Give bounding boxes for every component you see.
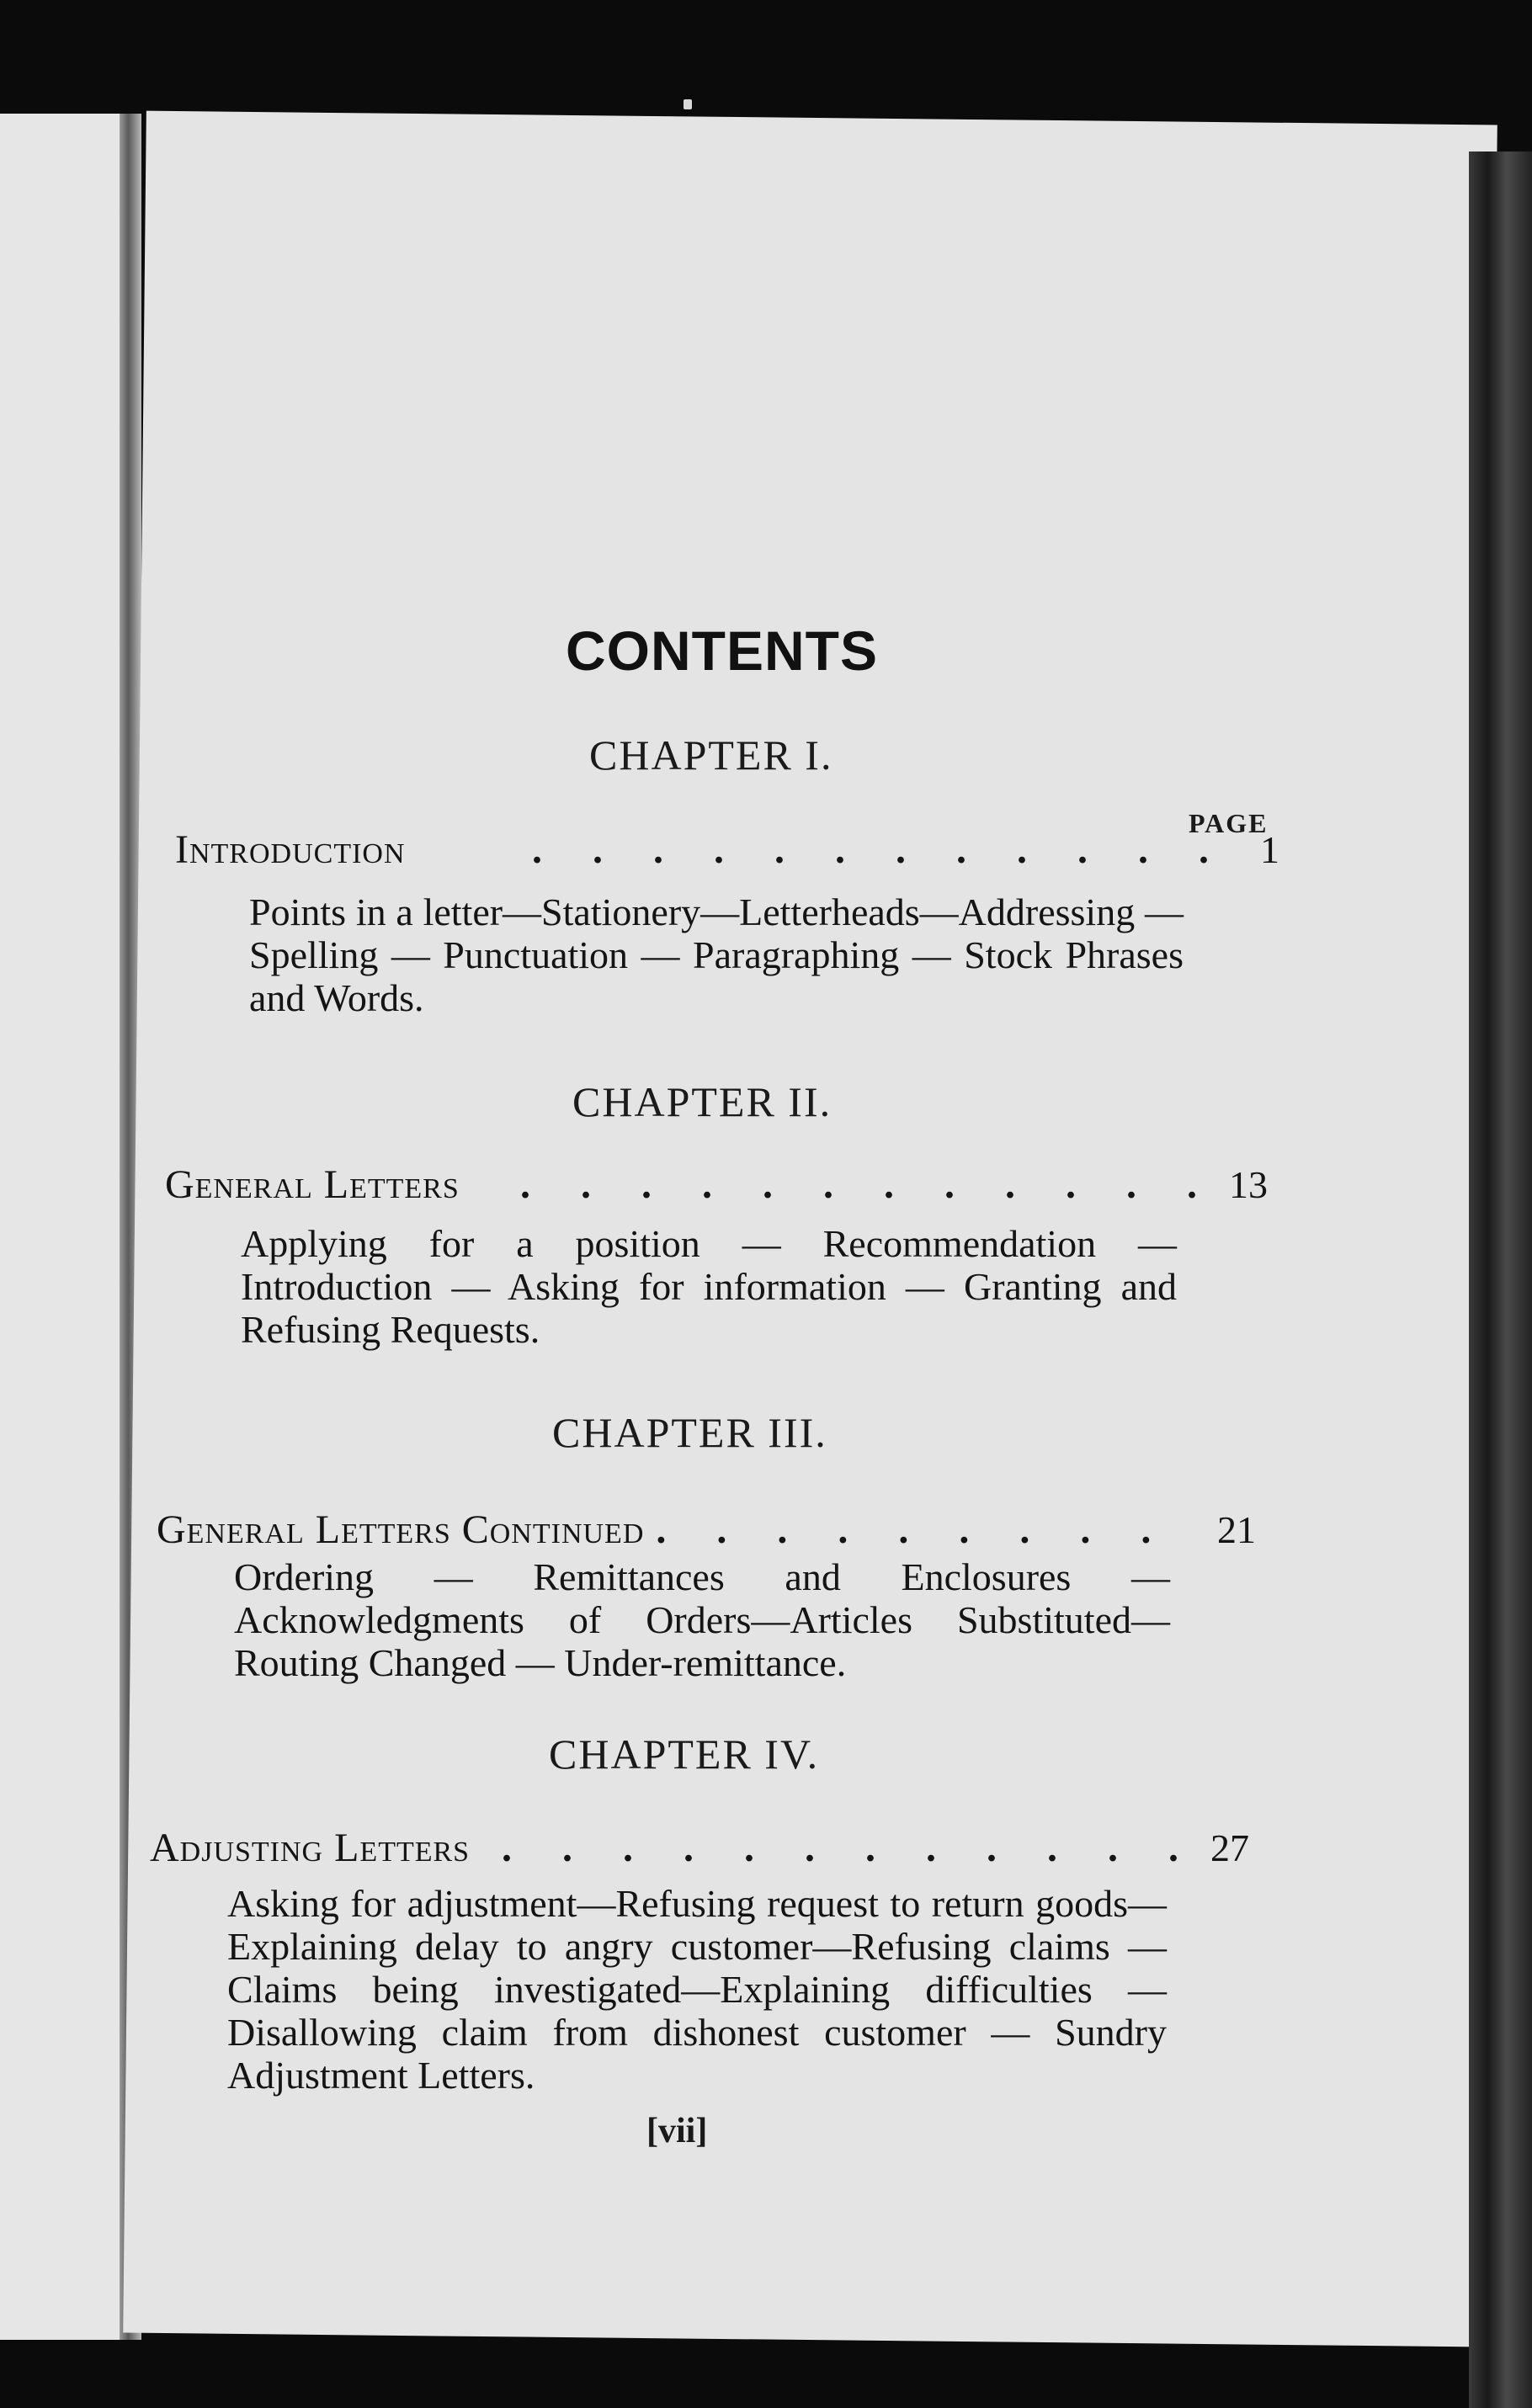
dust-speck <box>684 99 692 109</box>
toc-entry-title: General Letters Continued <box>157 1507 645 1552</box>
chapter-summary: Asking for adjustment—Refusing request to return goods—Explaining delay to angry customer—Refusing claims — Claims being investigated—Explaining difficulties — Disallowing claim from dishonest customer — Sundry Adjustment Letters. <box>227 1882 1167 2097</box>
chapter-heading: CHAPTER IV. <box>549 1730 820 1778</box>
dot-leader <box>471 1161 1197 1208</box>
previous-page-edge <box>0 114 135 2340</box>
toc-entry-page: 1 <box>1260 828 1279 871</box>
toc-entry[interactable] <box>150 1825 1249 1875</box>
chapter-heading: CHAPTER III. <box>552 1409 827 1456</box>
page-column-heading: PAGE <box>1189 808 1269 838</box>
page-block-edge <box>1469 151 1532 2408</box>
page-folio: [vii] <box>646 2112 708 2150</box>
toc-entry-title: General Letters <box>165 1162 460 1207</box>
toc-entry-title: Introduction <box>175 827 406 872</box>
chapter-summary: Applying for a position — Recommendation — Introduction — Asking for information — Granting and Refusing Requests. <box>241 1222 1177 1351</box>
dot-leader <box>418 827 1209 873</box>
dot-leader <box>481 1825 1178 1871</box>
dot-leader <box>656 1507 1185 1553</box>
toc-entry-page: 13 <box>1229 1163 1268 1206</box>
chapter-summary: Points in a letter—Stationery—Letterheads—Addressing — Spelling — Punctuation — Paragraphing — Stock Phrases and Words. <box>249 890 1184 1019</box>
toc-entry-title: Adjusting Letters <box>150 1826 471 1870</box>
toc-entry[interactable] <box>165 1161 1268 1212</box>
toc-entry-page: 27 <box>1210 1826 1249 1869</box>
chapter-heading: CHAPTER II. <box>572 1078 832 1125</box>
chapter-summary: Ordering — Remittances and Enclosures — Acknowledgments of Orders—Articles Substituted—Routing Changed — Under-remittance. <box>234 1555 1170 1684</box>
toc-entry-page: 21 <box>1217 1508 1256 1551</box>
toc-entry[interactable] <box>175 827 1279 877</box>
page-title: CONTENTS <box>566 619 878 682</box>
chapter-heading: CHAPTER I. <box>589 731 833 779</box>
toc-entry[interactable] <box>157 1507 1256 1557</box>
